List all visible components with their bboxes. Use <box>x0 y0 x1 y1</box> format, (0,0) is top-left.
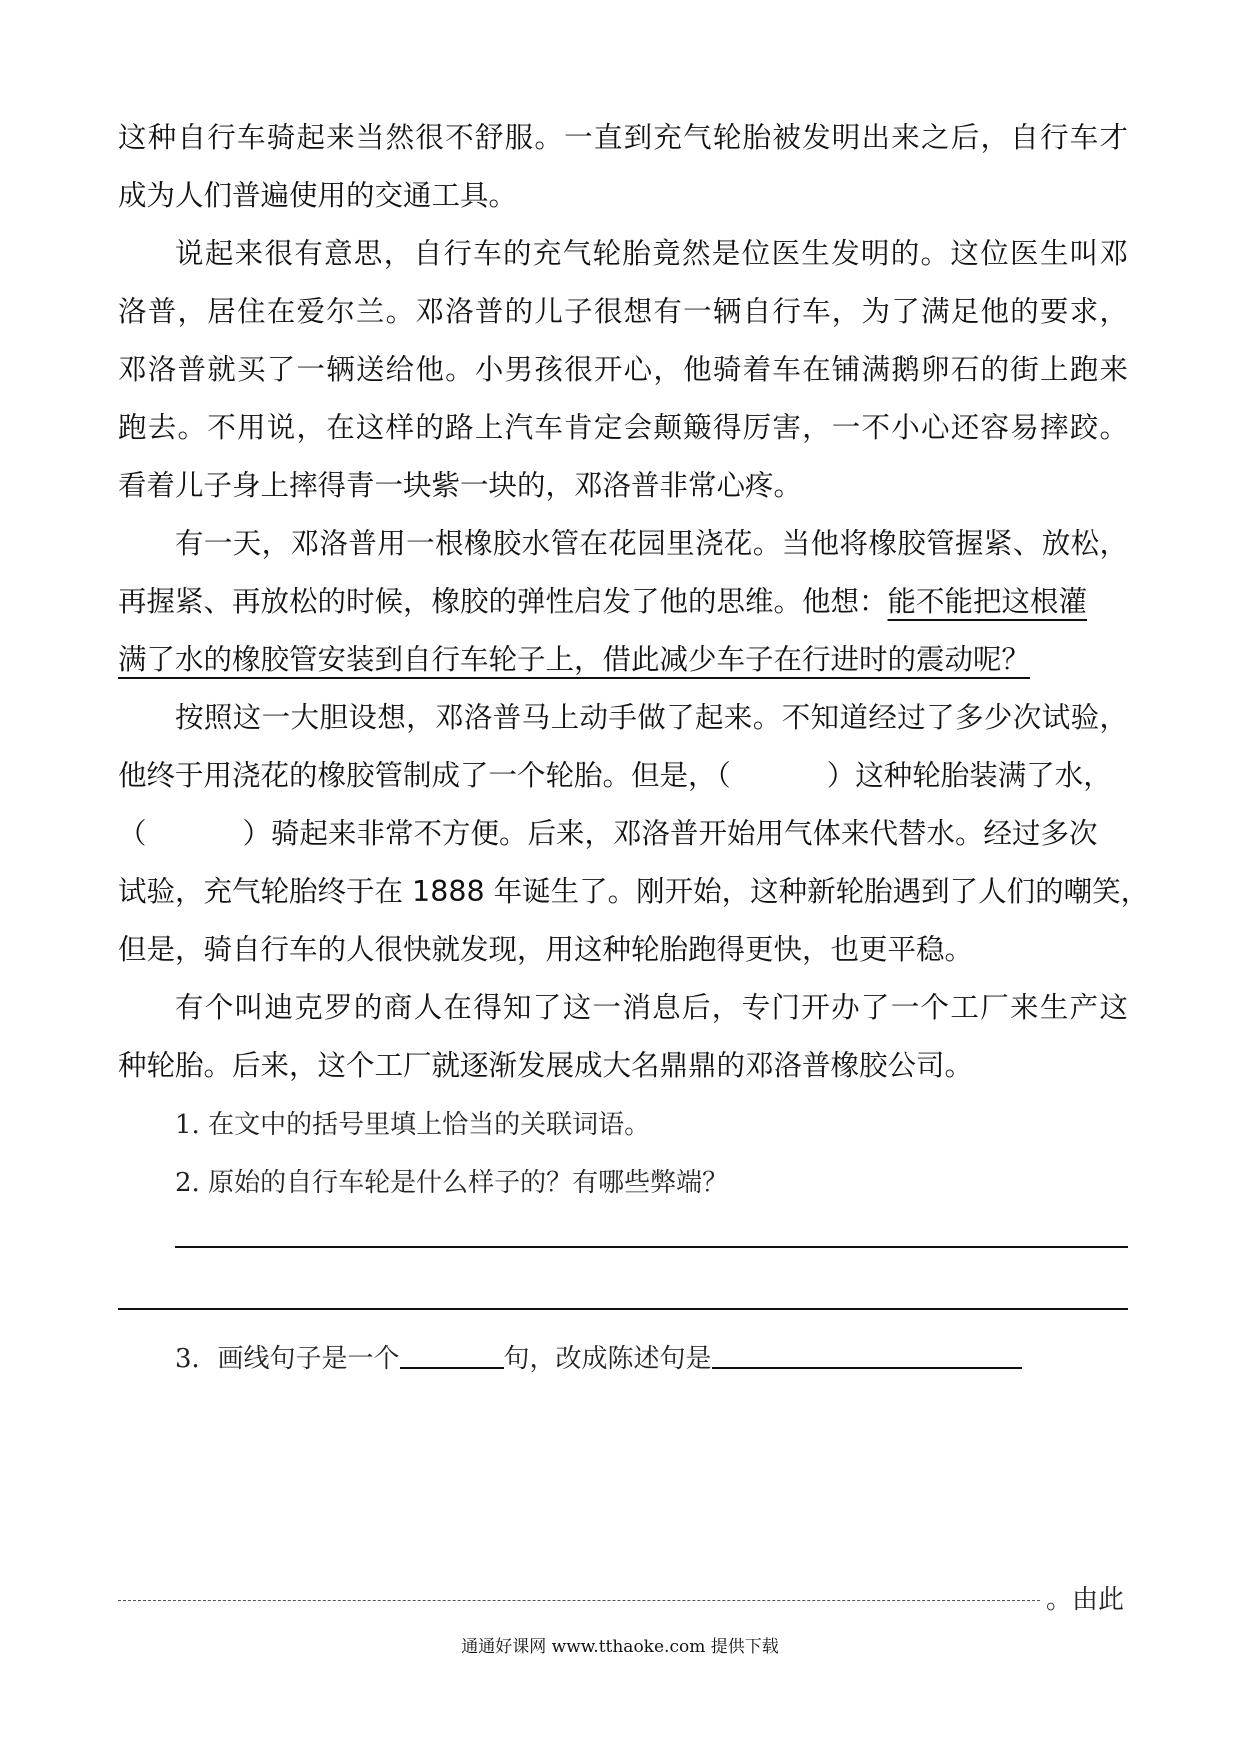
answer-line[interactable] <box>175 1246 1128 1248</box>
paragraph-line <box>118 756 1128 796</box>
paragraph-line: 按照这一大胆设想，邓洛普马上动手做了起来。不知道经过了多少次试验， <box>175 701 1128 734</box>
paragraph-line: 种轮胎。后来，这个工厂就逐渐发展成大名鼎鼎的邓洛普橡胶公司。 <box>118 1049 974 1082</box>
paragraph-line: 这种自行车骑起来当然很不舒服。一直到充气轮胎被发明出来之后，自行车才 <box>118 121 1128 154</box>
question-1: 1. 在文中的括号里填上恰当的关联词语。 <box>175 1110 651 1140</box>
paragraph-line <box>118 814 1128 854</box>
paragraph-line <box>118 582 1128 622</box>
sentence-type-blank[interactable] <box>400 1337 504 1369</box>
paragraph-text: ）骑起来非常不方便。后来，邓洛普开始用气体来代替水。经过多次 <box>242 817 1098 850</box>
paragraph-line: 有个叫迪克罗的商人在得知了这一消息后，专门开办了一个工厂来生产这 <box>175 991 1128 1024</box>
question-3 <box>175 1337 1128 1379</box>
paragraph-line: 试验，充气轮胎终于在 1888 年诞生了。刚开始，这种新轮胎遇到了人们的嘲笑， <box>118 875 1150 908</box>
question-3-text: 句，改成陈述句是 <box>503 1344 712 1374</box>
paragraph-text: ）这种轮胎装满了水， <box>826 759 1112 792</box>
paragraph-line: 邓洛普就买了一辆送给他。小男孩很开心，他骑着车在铺满鹅卵石的街上跑来 <box>118 353 1128 386</box>
paragraph-text: （ <box>118 817 147 850</box>
paragraph-line: 说起来很有意思，自行车的充气轮胎竟然是位医生发明的。这位医生叫邓 <box>175 237 1128 270</box>
paragraph-line: 但是，骑自行车的人很快就发现，用这种轮胎跑得更快，也更平稳。 <box>118 933 974 966</box>
paragraph-text: 他终于用浇花的橡胶管制成了一个轮胎。但是，（ <box>118 759 731 792</box>
paragraph-line: 看着儿子身上摔得青一块紫一块的，邓洛普非常心疼。 <box>118 469 803 502</box>
declarative-sentence-blank[interactable] <box>712 1337 1022 1369</box>
paragraph-line <box>118 640 1128 680</box>
paragraph-text: 再握紧、再放松的时候，橡胶的弹性启发了他的思维。他想： <box>118 585 888 618</box>
underlined-sentence: 能不能把这根灌 <box>887 585 1088 618</box>
paragraph-line: 有一天，邓洛普用一根橡胶水管在花园里浇花。当他将橡胶管握紧、放松， <box>175 527 1128 560</box>
page-footer: 通通好课网 www.tthaoke.com 提供下载 <box>461 1637 779 1657</box>
paragraph-line: 成为人们普遍使用的交通工具。 <box>118 179 518 212</box>
paragraph-line: 洛普，居住在爱尔兰。邓洛普的儿子很想有一辆自行车，为了满足他的要求， <box>118 295 1128 328</box>
paragraph-line: 跑去。不用说，在这样的路上汽车肯定会颠簸得厉害，一不小心还容易摔跤。 <box>118 411 1128 444</box>
underlined-sentence: 满了水的橡胶管安装到自行车轮子上，借此减少车子在行进时的震动呢？ <box>118 643 1031 676</box>
question-2: 2. 原始的自行车轮是什么样子的？有哪些弊端？ <box>175 1168 729 1198</box>
answer-line[interactable] <box>118 1600 1040 1601</box>
answer-line[interactable] <box>118 1308 1128 1310</box>
question-3-text: 3．画线句子是一个 <box>175 1344 400 1374</box>
question-3-continuation: 。由此 <box>1046 1585 1125 1615</box>
